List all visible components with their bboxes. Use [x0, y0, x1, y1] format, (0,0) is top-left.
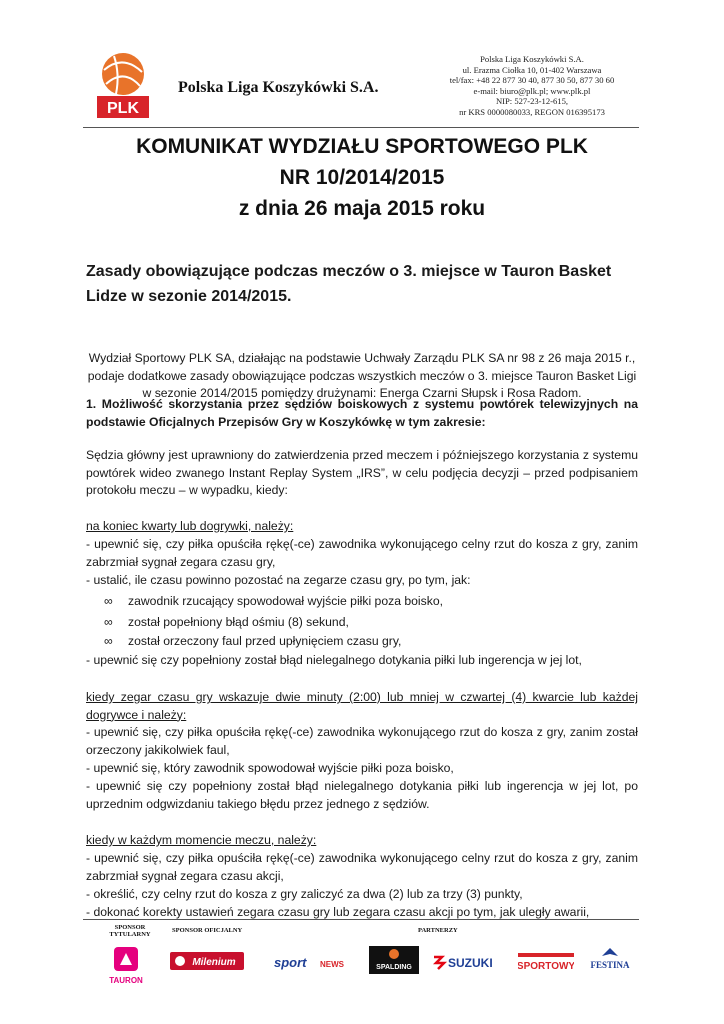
section-1-heading: 1. Możliwość skorzystania przez sędziów boiskowych z systemu powtórek telewizyjnych na podstawie Oficjalnych Przepisów Gry w Koszykówkę w tym zakresie:: [86, 397, 638, 429]
block1-bullet: [104, 633, 624, 651]
milenium-logo: [170, 950, 244, 972]
label-title-sponsor: SPONSOR TYTULARNY: [109, 924, 151, 938]
infinity-bullet-icon: ∞: [104, 615, 113, 629]
bullet-text: został orzeczony faul przed upłynięciem czasu gry,: [128, 634, 402, 648]
logo-text: PLK: [107, 100, 139, 117]
infinity-bullet-icon: ∞: [104, 594, 113, 608]
footer-divider: [83, 919, 639, 920]
label-official-sponsor: SPONSOR OFICJALNY: [172, 927, 243, 934]
infinity-bullet-icon: ∞: [104, 634, 113, 648]
contact-line: tel/fax: +48 22 877 30 40, 877 30 50, 877 30 60: [449, 75, 615, 86]
title-line-3: z dnia 26 maja 2015 roku: [238, 197, 486, 220]
sport-text: sport: [274, 955, 307, 970]
plk-logo: [94, 50, 152, 120]
block3-heading: kiedy w każdym momencie meczu, należy:: [86, 833, 317, 847]
spalding-text: SPALDING: [376, 964, 412, 971]
block2-item-1: - upewnić się, czy piłka opuściła rękę(-ce) zawodnika wykonującego rzut do kosza z gry, zanim został orzeczony jakikolwiek faul,: [86, 725, 638, 757]
block2-heading: kiedy zegar czasu gry wskazuje dwie minuty (2:00) lub mniej w czwartej (4) kwarcie lub każdej dogrywce i należy:: [86, 690, 638, 722]
title-line-2: NR 10/2014/2015: [279, 166, 445, 189]
festina-logo: [588, 946, 632, 976]
block1-item-2: - ustalić, ile czasu powinno pozostać na zegarze czasu gry, po tym, jak:: [86, 573, 471, 587]
contact-line: ul. Erazma Ciołka 10, 01-402 Warszawa: [462, 64, 602, 75]
block1-item-3: - upewnić się czy popełniony został błąd nielegalnego dotykania piłki lub ingerencja w jej lot,: [86, 653, 582, 667]
block1-bullet: [104, 614, 624, 632]
block2-item-3: - upewnić się czy popełniony został błąd nielegalnego dotykania piłki lub ingerencja w jej lot, po uprzednim odgwizdaniu takiego błędu przez jednego z sędziów.: [86, 779, 638, 811]
irs-paragraph: Sędzia główny jest uprawniony do zatwierdzenia przed meczem i późniejszego korzystania z systemu powtórek wideo zwanego Instant Replay System „IRS”, w celu podjęcia decyzji – przed podpisaniem protokołu meczu – w wypadku, kiedy:: [86, 448, 638, 498]
festina-text: FESTINA: [590, 960, 630, 970]
block1-bullet: [104, 593, 624, 611]
sport-news-logo: [272, 952, 352, 972]
milenium-text: Milenium: [192, 957, 236, 968]
label-partners: PARTNERZY: [418, 927, 458, 934]
contact-line: Polska Liga Koszykówki S.A.: [480, 54, 584, 64]
contact-line: e-mail: biuro@plk.pl; www.plk.pl: [473, 85, 591, 96]
block3-item-2: - określić, czy celny rzut do kosza z gry zaliczyć za dwa (2) lub za trzy (3) punkty,: [86, 887, 523, 901]
intro-paragraph: Wydział Sportowy PLK SA, działając na podstawie Uchwały Zarządu PLK SA nr 98 z 26 maja 2015 r., podaje dodatkowe zasady obowiązujące podczas wszystkich meczów o 3. miejsce Tauron Basket Ligi w sezonie 2014/2015 pomiędzy drużynami: Energa Czarni Słupsk i Rosa Radom.: [87, 351, 637, 401]
block3-item-3: - dokonać korekty ustawień zegara czasu gry lub zegara czasu akcji po tym, jak uległy awarii,: [86, 905, 590, 919]
block3-item-1: - upewnić się, czy piłka opuściła rękę(-ce) zawodnika wykonującego celny rzut do kosza z gry, zanim zabrzmiał sygnał zegara czasu akcji,: [86, 851, 638, 883]
block1-item-1: - upewnić się, czy piłka opuściła rękę(-ce) zawodnika wykonującego celny rzut do kosza z gry, zanim zabrzmiał sygnał zegara czasu gry,: [86, 537, 638, 569]
contact-line: nr KRS 0000080033, REGON 016395173: [459, 106, 605, 117]
spalding-logo: [369, 946, 419, 974]
tauron-text: TAURON: [109, 976, 143, 985]
contact-line: NIP: 527-23-12-615,: [495, 96, 569, 107]
przeglad-sportowy-logo: [518, 950, 574, 974]
org-name: Polska Liga Koszykówki S.A.: [178, 79, 379, 96]
bullet-text: zawodnik rzucający spowodował wyjście piłki poza boisko,: [128, 594, 443, 608]
przeglad-text: SPORTOWY: [518, 961, 574, 972]
bullet-text: został popełniony błąd ośmiu (8) sekund,: [128, 615, 349, 629]
block1-heading: na koniec kwarty lub dogrywki, należy:: [86, 519, 294, 533]
tauron-logo: [108, 945, 144, 989]
header-divider: [83, 127, 639, 128]
block2-item-2: - upewnić się, który zawodnik spowodował wyjście piłki poza boisko,: [86, 761, 454, 775]
document-subtitle: Zasady obowiązujące podczas meczów o 3. miejsce w Tauron Basket Lidze w sezonie 2014/2015.: [86, 263, 612, 305]
contact-block: [432, 54, 632, 118]
title-line-1: KOMUNIKAT WYDZIAŁU SPORTOWEGO PLK: [136, 135, 588, 158]
suzuki-logo: [432, 953, 504, 971]
news-text: NEWS: [320, 960, 344, 969]
suzuki-text: SUZUKI: [448, 956, 493, 970]
